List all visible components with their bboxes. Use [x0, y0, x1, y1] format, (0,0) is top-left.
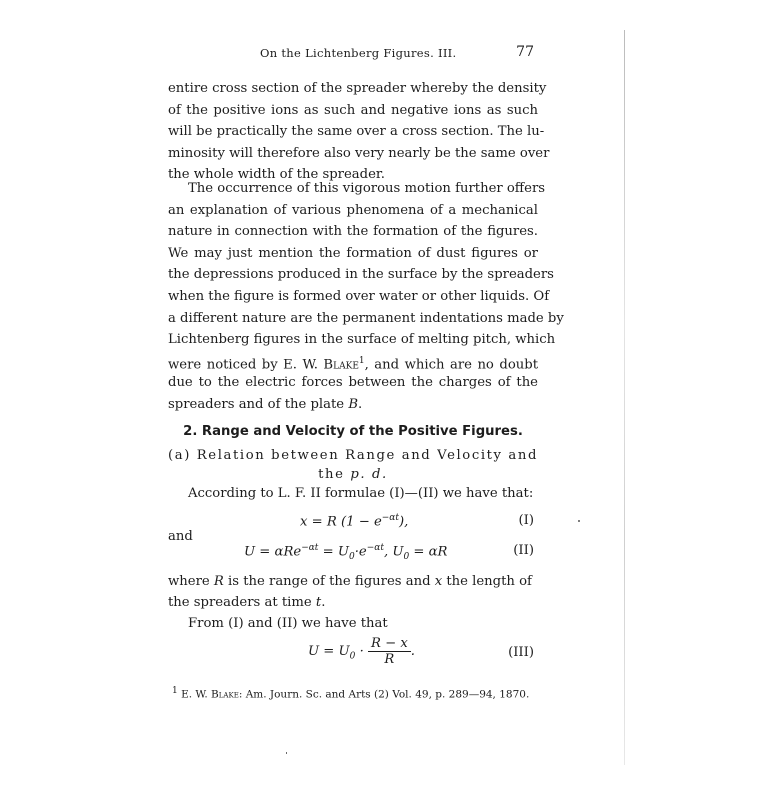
text-line: entire cross section of the spreader whereby the density — [168, 81, 547, 96]
text-line-last — [168, 394, 538, 416]
footnote-mark: 1 — [358, 355, 365, 366]
plate-label: B — [348, 396, 359, 412]
text-line: Lichtenberg figures in the surface of melting pitch, which — [168, 332, 556, 348]
text-line: a different nature are the permanent indentations made by — [168, 310, 564, 326]
eq-part: ·e — [354, 544, 367, 560]
text-span: were noticed by E. W. — [168, 357, 318, 373]
footnote-citation: : Am. Journ. Sc. and Arts (2) Vol. 49, p. 289—94, 1870. — [238, 688, 530, 701]
spreaders-line: the spreaders at time t. — [168, 595, 326, 610]
text-line: We may just mention the formation of dust figures or — [168, 245, 538, 261]
equation-II — [168, 543, 538, 567]
eq-part: = U — [318, 544, 349, 560]
text-span: the length of — [446, 574, 532, 589]
eq-exponent: −αt — [301, 543, 319, 553]
text-line: will be practically the same over a cross section. The lu- — [168, 124, 545, 140]
paragraph-continuation — [168, 78, 550, 186]
text-line: the whole width of the spreader. — [168, 167, 385, 183]
eq-part: . — [410, 644, 415, 659]
text-span: the spreaders at time — [168, 595, 312, 610]
equation-number: (III) — [508, 645, 534, 660]
page-edge-line — [624, 30, 625, 765]
subsection-line — [168, 465, 538, 484]
pd-label: p. d. — [350, 467, 388, 482]
subsection-heading — [168, 446, 538, 484]
equation-III — [168, 636, 538, 672]
footnote — [172, 686, 542, 701]
equation-expression — [308, 636, 415, 667]
eq-part: ), — [399, 514, 409, 530]
page-number: 77 — [516, 44, 534, 60]
and-word: and — [168, 529, 193, 544]
fraction — [368, 636, 411, 667]
text-line: when the figure is formed over water or other liquids. Of — [168, 288, 550, 304]
text-line: minosity will therefore also very nearly be the same over — [168, 145, 550, 161]
fraction-denominator: R — [384, 652, 395, 667]
text-span: . — [358, 396, 363, 412]
text-span: , and which are no doubt — [364, 357, 538, 373]
eq-subscript: 0 — [349, 552, 355, 563]
text-line: the depressions produced in the surface by the spreaders — [168, 267, 554, 283]
equation-expression — [300, 513, 408, 529]
eq-subscript: 0 — [349, 651, 356, 662]
page-header — [168, 44, 538, 64]
where-line — [168, 574, 538, 589]
text-line: nature in connection with the formation of the figures. — [168, 224, 538, 240]
text-line: due to the electric forces between the charges of the — [168, 375, 538, 391]
eq-part: = αR — [409, 544, 448, 560]
text-span: the — [318, 467, 345, 482]
symbol-t: t — [315, 595, 322, 610]
fraction-numerator: R − x — [368, 636, 411, 652]
author-name: Blake — [323, 357, 359, 373]
eq-part: x = R (1 − e — [300, 514, 382, 530]
subsection-line: (a) Relation between Range and Velocity and — [168, 448, 538, 463]
equation-expression — [244, 543, 448, 562]
eq-exponent: −αt — [381, 513, 400, 523]
eq-part: , U — [383, 544, 404, 560]
eq-subscript: 0 — [403, 552, 410, 563]
section-heading: 2. Range and Velocity of the Positive Figures. — [183, 424, 523, 439]
text-span: spreaders and of the plate — [168, 396, 345, 412]
text-span: where — [168, 574, 210, 589]
footnote-mark: 1 — [172, 686, 178, 696]
text-line: an explanation of various phenomena of a mechanical — [168, 202, 538, 218]
eq-exponent: −αt — [366, 543, 384, 553]
text-line-with-reference — [168, 351, 538, 373]
scan-speck — [578, 520, 580, 522]
text-span: is the range of the figures and — [228, 574, 431, 589]
footnote-author: E. W. Blake — [181, 688, 239, 701]
symbol-x: x — [434, 574, 443, 589]
running-head: On the Lichtenberg Figures. III. — [260, 46, 457, 60]
eq-part: U = U — [308, 644, 350, 659]
text-line: The occurrence of this vigorous motion further offers — [188, 181, 546, 196]
from-line: From (I) and (II) we have that — [188, 616, 388, 631]
paragraph-phenomena — [168, 178, 564, 416]
eq-part: U = αRe — [244, 544, 302, 560]
symbol-R: R — [213, 574, 224, 589]
intro-line: According to L. F. II formulae (I)—(II) we have that: — [188, 486, 534, 501]
eq-part: · — [355, 644, 368, 659]
scan-speck — [286, 752, 287, 754]
equation-number: (I) — [518, 513, 534, 528]
text-line: of the positive ions as such and negative ions as such — [168, 102, 538, 118]
equation-number: (II) — [513, 543, 534, 558]
